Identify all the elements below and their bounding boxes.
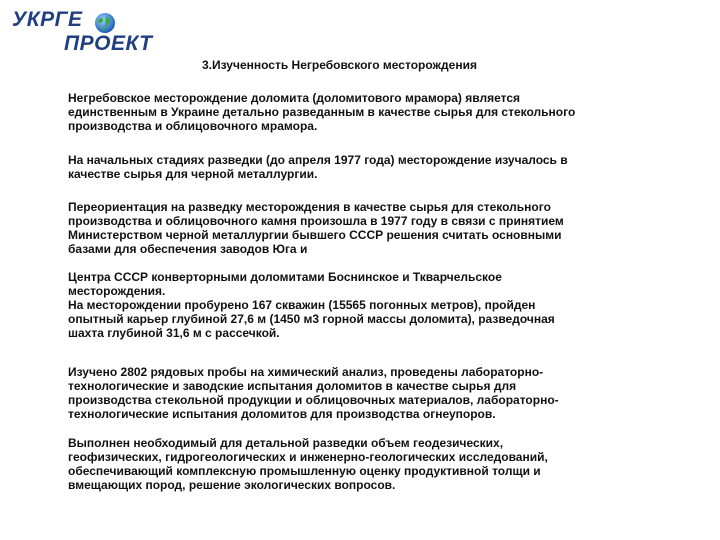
paragraph-drilling: Центра СССР конверторными доломитами Боснинское и Ткварчельское месторождения. На месторождении пробурено 167 скважин (15565 погонных метров), пройден опытный карьер глубиной 27,6 м (1450 м3 горной массы доломита), разведочная шахта глубиной 31,6 м с рассечкой. <box>68 270 555 340</box>
paragraph-surveys: Выполнен необходимый для детальной разведки объем геодезических, геофизических, гидрогеологических и инженерно-геологических исследований, обеспечивающий комплексную промышленную оценку продуктивной толщи и вмещающих пород, решение экологических вопросов. <box>68 436 548 492</box>
globe-icon <box>94 12 116 34</box>
paragraph-samples: Изучено 2802 рядовых пробы на химический анализ, проведены лабораторно- технологические и заводские испытания доломитов в качестве сырья для производства стекольной продукции и облицовочных материалов, лабораторно- технологические испытания доломитов для производства огнеупоров. <box>68 365 559 421</box>
paragraph-early-stages: На начальных стадиях разведки (до апреля 1977 года) месторождение изучалось в качестве сырья для черной металлургии. <box>68 153 568 181</box>
company-logo <box>8 6 173 56</box>
logo-text-bottom: ПРОЕКТ <box>64 32 153 55</box>
page-title: 3.Изученность Негребовского месторождения <box>202 58 477 72</box>
paragraph-intro: Негребовское месторождение доломита (доломитового мрамора) является единственным в Украине детально разведанным в качестве сырья для стекольного производства и облицовочного мрамора. <box>68 91 576 133</box>
paragraph-reorientation: Переориентация на разведку месторождения в качестве сырья для стекольного производства и облицовочного камня произошла в 1977 году в связи с принятием Министерством черной металлургии бывшего СССР решения считать основными базами для обеспечения заводов Юга и <box>68 200 564 256</box>
logo-text-top: УКРГЕ <box>12 8 83 31</box>
